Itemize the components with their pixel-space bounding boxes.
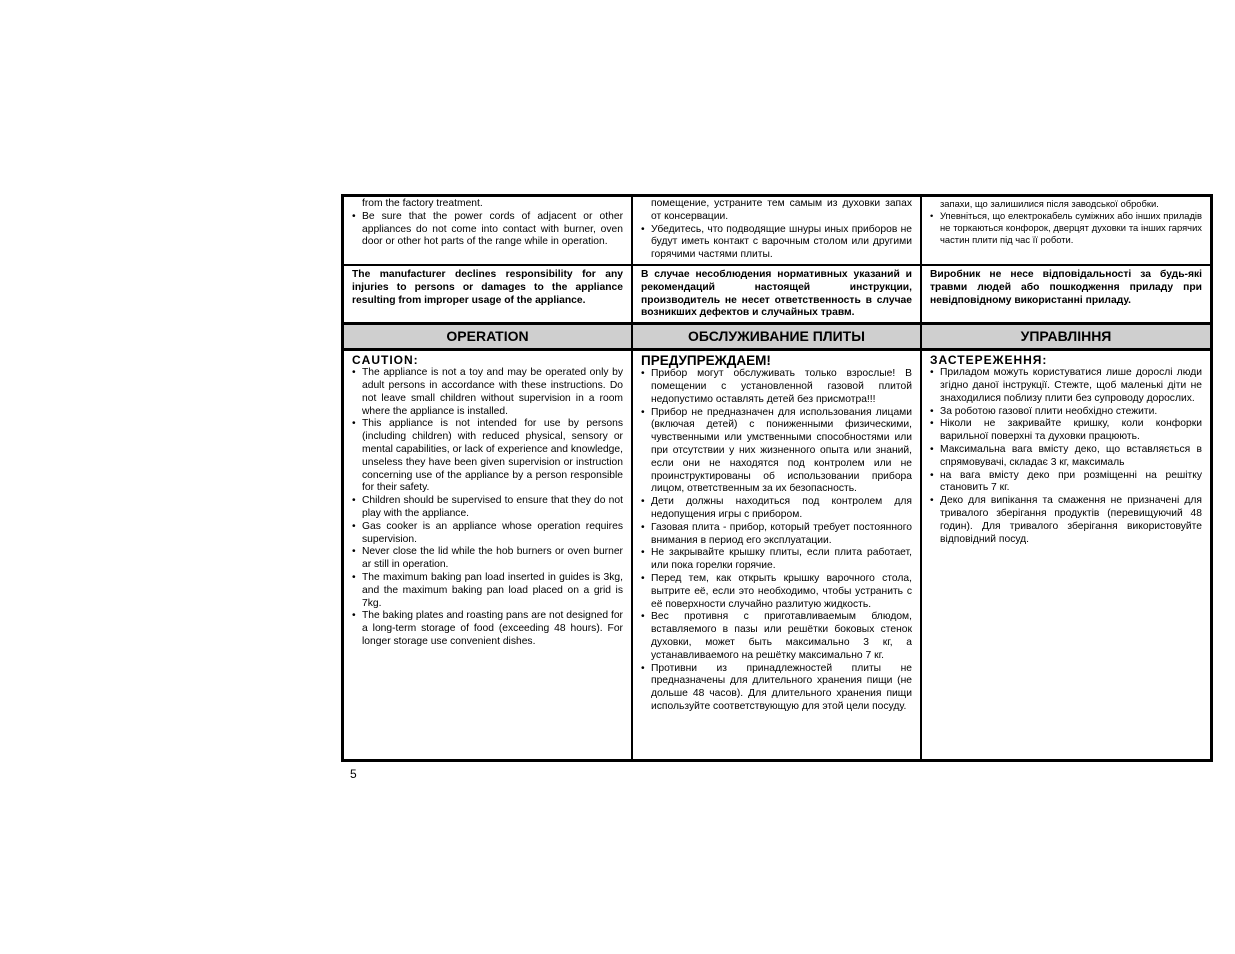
operation-row — [343, 350, 1211, 760]
continued-cell-ru — [632, 196, 921, 265]
list-item: • Вес противня с приготавливаемым блюдом, вставляемого в пазы или решётки боковых стенок духовки, может быть максимально 3 кг, а устанавливаемого на решётку максимально 7 кг. — [641, 611, 912, 662]
caution-list-ru — [641, 368, 912, 714]
bullet-list-uk-top — [930, 210, 1202, 246]
section-header-en: OPERATION — [343, 323, 632, 350]
caution-list-en — [352, 367, 623, 649]
disclaimer-en: The manufacturer declines responsibility for any injuries to persons or damages to the appliance resulting from improper usage of the appliance. — [343, 265, 632, 323]
list-item: • Перед тем, как открыть крышку варочного стола, вытрите её, если это необходимо, чтобы устранить с её поверхности случайно разлитую жидкость. — [641, 573, 912, 611]
list-item: • Не закрывайте крышку плиты, если плита работает, или пока горелки горячие. — [641, 547, 912, 573]
list-item: • Упевніться, що електрокабель суміжних або інших приладів не торкаються конфорок, дверцят духовки та інших гарячих частин плити під час її роботи. — [930, 210, 1202, 246]
caution-list-uk — [930, 367, 1202, 546]
list-item: • Children should be supervised to ensure that they do not play with the appliance. — [352, 495, 623, 521]
continued-text-en: from the factory treatment. — [362, 198, 483, 209]
list-item: • The maximum baking pan load inserted in guides is 3kg, and the maximum baking pan load placed on a grid is 7kg. — [352, 572, 623, 610]
list-item: • Газовая плита - прибор, который требует постоянного внимания в период его эксплуатации. — [641, 522, 912, 548]
list-item: • Деко для випікання та смаження не призначені для тривалого зберігання продуктів (перевищуючий 48 годин). Для тривалого зберігання використовуйте відповідний посуд. — [930, 495, 1202, 546]
continued-cell-uk — [921, 196, 1211, 265]
list-item: • The baking plates and roasting pans are not designed for a long-term storage of food (exceeding 48 hours). For longer storage use convenient dishes. — [352, 610, 623, 648]
caution-title-uk: ЗАСТЕРЕЖЕННЯ: — [930, 353, 1048, 368]
disclaimer-ru: В случае несоблюдения нормативных указаний и рекомендаций настоящей инструкции, производитель не несет ответственность в случае возникших дефектов и случайных травм. — [632, 265, 921, 323]
continued-cell-en — [343, 196, 632, 265]
trilingual-instructions-table — [341, 194, 1213, 762]
list-item: • Be sure that the power cords of adjacent or other appliances do not come into contact with burner, oven door or other hot parts of the range while in operation. — [352, 211, 623, 249]
page-number: 5 — [350, 767, 357, 781]
list-item: • За роботою газової плити необхідно стежити. — [930, 406, 1202, 419]
operation-cell-ru — [632, 350, 921, 760]
continued-row — [343, 196, 1211, 265]
list-item: • Противни из принадлежностей плиты не предназначены для длительного хранения пищи (не дольше 48 часов). Для длительного хранения пищи используйте соответствующую для этой цели посуду. — [641, 663, 912, 714]
bullet-list-en-top — [352, 211, 623, 249]
list-item: • Прибор не предназначен для использования лицами (включая детей) с пониженными физическими, чувственными или умственными способностями или при отсутствии у них жизненного опыта или знаний, если они не находятся под контролем или не проинструктированы об использовании прибора лицом, ответственным за их безопасность. — [641, 407, 912, 497]
list-item: • Never close the lid while the hob burners or oven burner ar still in operation. — [352, 546, 623, 572]
operation-cell-en — [343, 350, 632, 760]
list-item: • Ніколи не закривайте кришку, коли конфорки варильної поверхні та духовки працюють. — [930, 418, 1202, 444]
caution-title-ru: ПРЕДУПРЕЖДАЕМ! — [641, 353, 771, 369]
list-item: • This appliance is not intended for use by persons (including children) with reduced physical, sensory or mental capabilities, or lack of experience and knowledge, unseless they have been given supervision or instruction concerning use of the appliance by a person responsible for their safety. — [352, 418, 623, 495]
section-header-uk: УПРАВЛІННЯ — [921, 323, 1211, 350]
operation-cell-uk — [921, 350, 1211, 760]
disclaimer-uk: Виробник не несе відповідальності за будь-які травми людей або пошкодження приладу при невідповідному використанні приладу. — [921, 265, 1211, 323]
section-header-ru: ОБСЛУЖИВАНИЕ ПЛИТЫ — [632, 323, 921, 350]
section-header-row — [343, 323, 1211, 350]
list-item: • на вага вмісту деко при розміщенні на решітку становить 7 кг. — [930, 470, 1202, 496]
caution-title-en: CAUTION: — [352, 353, 419, 368]
list-item: • Дети должны находиться под контролем для недопущения игры с прибором. — [641, 496, 912, 522]
list-item: • The appliance is not a toy and may be operated only by adult persons in accordance with these instructions. Do not leave small children without supervision in a room where the appliance is installed. — [352, 367, 623, 418]
list-item: • Gas cooker is an appliance whose operation requires supervision. — [352, 521, 623, 547]
list-item: • Прибор могут обслуживать только взрослые! В помещении с установленной газовой плитой недопустимо оставлять детей без присмотра!!! — [641, 368, 912, 406]
continued-text-ru: помещение, устраните тем самым из духовки запах от консервации. — [651, 198, 912, 222]
list-item: • Убедитесь, что подводящие шнуры иных приборов не будут иметь контакт с варочным столом или другими горячими частями плиты. — [641, 224, 912, 262]
list-item: • Максимальна вага вмісту деко, що вставляється в спрямовувачі, складає 3 кг, максималь — [930, 444, 1202, 470]
disclaimer-row — [343, 265, 1211, 323]
continued-text-uk: запахи, що залишилися після заводської обробки. — [940, 198, 1159, 209]
bullet-list-ru-top — [641, 224, 912, 262]
list-item: • Приладом можуть користуватися лише дорослі люди згідно даної інструкції. Стежте, щоб маленькі діти не знаходилися поблизу плити без супроводу дорослих. — [930, 367, 1202, 405]
